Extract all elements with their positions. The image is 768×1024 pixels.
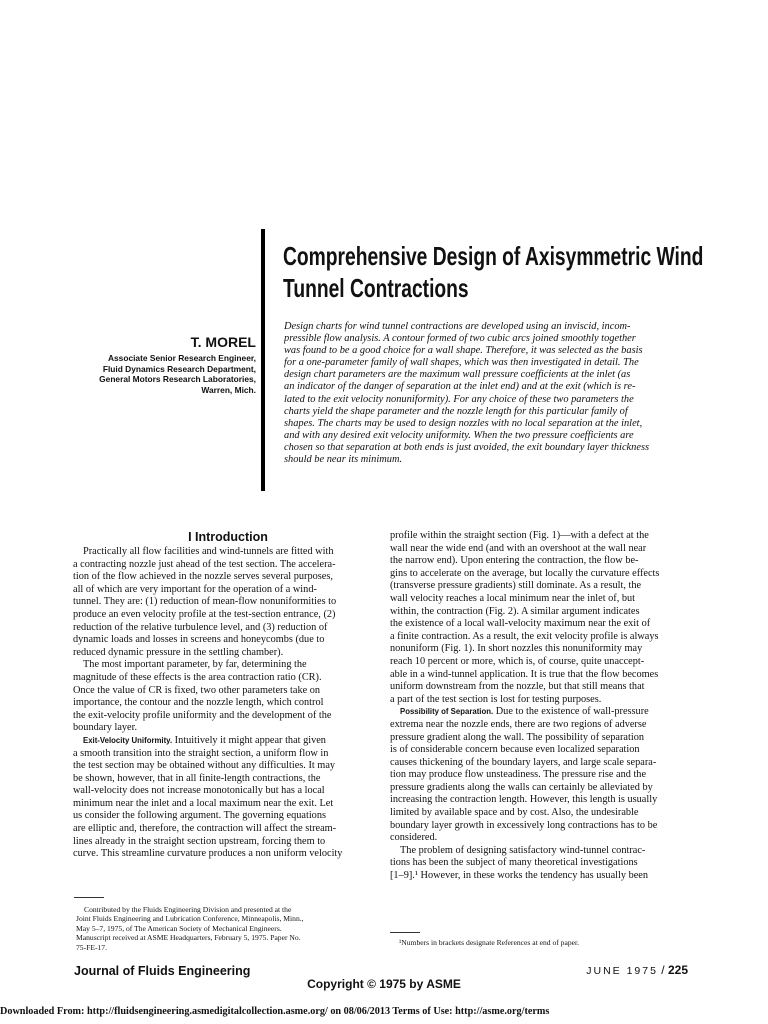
abstract-line: design chart parameters are the maximum wall pressure coefficients at the inlet (as (284, 369, 631, 381)
footnote-line: Manuscript received at ASME Headquarters, February 5, 1975. Paper No. (76, 933, 301, 943)
title-rule (261, 229, 265, 491)
affiliation-line: General Motors Research Laboratories, (99, 374, 256, 384)
body-column-left (73, 530, 383, 861)
footnote-line: 75-FE-17. (76, 942, 108, 952)
body-line: be shown, however, that in all finite-length contractions, the (73, 772, 321, 784)
issue-date: JUNE 1975 (586, 965, 658, 977)
body-line: uniform downstream from the nozzle, but that still means that (390, 681, 645, 693)
footnote-contribution (76, 905, 386, 952)
body-text: Due to the existence of wall-pressure (493, 706, 649, 718)
body-line: produce an even velocity profile at the test-section entrance, (2) (73, 608, 336, 620)
body-line: wall-velocity does not increase monotonically but has a local (73, 785, 325, 797)
body-column-right (390, 530, 700, 883)
footnote-rule (390, 932, 420, 933)
body-line: the test section may be obtained without any difficulties. It may (73, 760, 336, 772)
body-text: Intuitively it might appear that given (172, 734, 326, 746)
body-line: dynamic loads and losses in screens and honeycombs (due to (73, 634, 325, 646)
body-line: (transverse pressure gradients) still dominate. As a result, the (390, 580, 642, 592)
affiliation-line: Fluid Dynamics Research Department, (102, 363, 256, 374)
abstract (284, 321, 725, 466)
body-line: a finite contraction. As a result, the exit velocity profile is always (390, 630, 659, 642)
affiliation-line: Associate Senior Research Engineer, (107, 353, 256, 363)
body-line: nonuniform (Fig. 1). In short nozzles this nonuniformity may (390, 643, 643, 655)
copyright-notice: Copyright © 1975 by ASME (307, 977, 461, 991)
body-line: The most important parameter, by far, determining the (83, 659, 307, 671)
author-affiliation (99, 353, 256, 395)
body-line: Practically all flow facilities and wind-tunnels are fitted with (83, 546, 334, 557)
body-line: pressure gradients along the walls can certainly be alleviated by (390, 781, 653, 793)
body-line: tion may produce flow unsteadiness. The pressure rise and the (390, 769, 647, 781)
body-line: [1–9].¹ However, in these works the tendency has usually been (390, 870, 649, 882)
body-line: tion of the flow achieved in the nozzle serves several purposes, (73, 571, 333, 583)
runin-heading: Possibility of Separation. (400, 707, 494, 717)
body-line: boundary layer growth in excessively long contractions has to be (390, 819, 658, 831)
body-line: a part of the test section is lost for testing purposes. (390, 693, 602, 705)
body-line: causes thickening of the boundary layers, and large scale separa- (390, 756, 657, 768)
author-name: T. MOREL (190, 334, 256, 350)
body-line: the narrow end). Upon entering the contraction, the flow be- (390, 555, 639, 567)
body-line: profile within the straight section (Fig. 1)—with a defect at the (390, 530, 649, 541)
body-line: gins to accelerate on the average, but locally the curvature effects (390, 567, 660, 579)
body-line: are elliptic and, therefore, the contraction will affect the stream- (73, 823, 337, 835)
body-line: pressure gradient along the wall. The possibility of separation (390, 731, 645, 743)
body-line: minimum near the inlet and a local maximum near the exit. Let (73, 797, 334, 809)
abstract-line: and with any desired exit velocity uniformity. When the two pressure coefficients are (284, 429, 634, 441)
body-line: curve. This streamline curvature produces a non uniform velocity (73, 848, 343, 860)
body-line: considered. (390, 832, 438, 844)
footnote-references: ¹Numbers in brackets designate References at end of paper. (399, 938, 580, 947)
body-line: is of considerable concern because even localized separation (390, 744, 640, 756)
footnote-line: Contributed by the Fluids Engineering Division and presented at the (84, 905, 292, 914)
download-notice: Downloaded From: http://fluidsengineering.asmedigitalcollection.asme.org/ on 08/06/2013 Terms of Use: http://asme.org/terms (0, 1006, 550, 1017)
runin-heading: Exit-Velocity Uniformity. (83, 735, 173, 745)
abstract-line: should be near its minimum. (284, 454, 403, 466)
body-line (390, 706, 700, 719)
body-line: the exit-velocity profile uniformity and the development of the (73, 709, 332, 721)
abstract-line: shapes. The charts may be used to design nozzles with no local separation at the inlet, (284, 417, 643, 429)
body-line: increasing the contraction length. However, this length is usually (390, 794, 658, 806)
body-line: The problem of designing satisfactory wind-tunnel contrac- (400, 844, 646, 856)
abstract-line: an indicator of the danger of separation at the inlet end) and at the exit (which is re- (284, 381, 636, 393)
body-line: boundary layer. (73, 722, 138, 734)
page-number: 225 (667, 963, 688, 977)
title-line: Comprehensive Design of Axisymmetric Wind (283, 241, 704, 271)
body-line: a smooth transition into the straight section, a uniform flow in (73, 747, 329, 759)
abstract-line: charts yield the shape parameter and the nozzle length for this particular family of (284, 405, 628, 417)
body-line: reach 10 percent or more, which is, of course, quite unaccept- (390, 655, 645, 667)
body-line: able in a wind-tunnel application. It is true that the flow becomes (390, 668, 659, 680)
body-line: magnitude of these effects is the area contraction ratio (CR). (73, 671, 322, 683)
body-line: wall velocity reaches a local minimum near the inlet of, but (390, 592, 636, 604)
footnote-line: May 5–7, 1975, of The American Society of Mechanical Engineers. (76, 923, 282, 933)
body-line: reduction of the relative turbulence level, and (3) reduction of (73, 621, 328, 633)
body-line: a contracting nozzle just ahead of the test section. The accelera- (73, 558, 336, 570)
paper-title (283, 240, 704, 304)
abstract-line: was found to be a good choice for a wall shape. Therefore, it was selected as the basis (284, 345, 643, 357)
body-line: Once the value of CR is fixed, two other parameters take on (73, 684, 321, 696)
body-line: extrema near the nozzle ends, there are two regions of adverse (390, 718, 647, 730)
body-line: all of which are very important for the operation of a wind- (73, 583, 317, 595)
body-line: limited by available space and by cost. Also, the undesirable (390, 807, 639, 819)
page-separator: / (657, 963, 668, 977)
body-line: us consider the following argument. The governing equations (73, 810, 326, 822)
body-line: reduced dynamic pressure in the settling chamber). (73, 646, 284, 658)
affiliation-line: Warren, Mich. (201, 384, 256, 395)
abstract-line: chosen so that separation at both ends is just avoided, the exit boundary layer thickness (284, 441, 650, 453)
body-line: tions has been the subject of many theoretical investigations (390, 857, 638, 869)
abstract-line: lated to the exit velocity nonuniformity). For any choice of these two parameters the (284, 393, 634, 405)
body-line: lines already in the straight section upstream, forcing them to (73, 835, 326, 847)
footnote-line: Joint Fluids Engineering and Lubrication Conference, Minneapolis, Minn., (76, 914, 304, 924)
page-info (586, 963, 688, 977)
body-line: importance, the contour and the nozzle length, which control (73, 697, 324, 709)
abstract-line: Design charts for wind tunnel contractions are developed using an inviscid, incom- (284, 321, 631, 332)
body-line: within, the contraction (Fig. 2). A similar argument indicates (390, 605, 640, 617)
body-line: wall near the wide end (and with an overshoot at the wall near (390, 542, 647, 554)
body-line: tunnel. They are: (1) reduction of mean-flow nonuniformities to (73, 596, 337, 608)
journal-name: Journal of Fluids Engineering (74, 964, 251, 978)
section-heading: I Introduction (188, 530, 268, 544)
abstract-line: pressible flow analysis. A contour formed of two cubic arcs joined smoothly together (284, 333, 636, 345)
body-line (73, 735, 383, 748)
body-line: the existence of a local wall-velocity maximum near the exit of (390, 618, 651, 630)
footnote-rule (74, 897, 104, 898)
title-line: Tunnel Contractions (283, 273, 469, 303)
abstract-line: for a one-parameter family of wall shapes, which was then investigated in detail. The (284, 357, 639, 369)
